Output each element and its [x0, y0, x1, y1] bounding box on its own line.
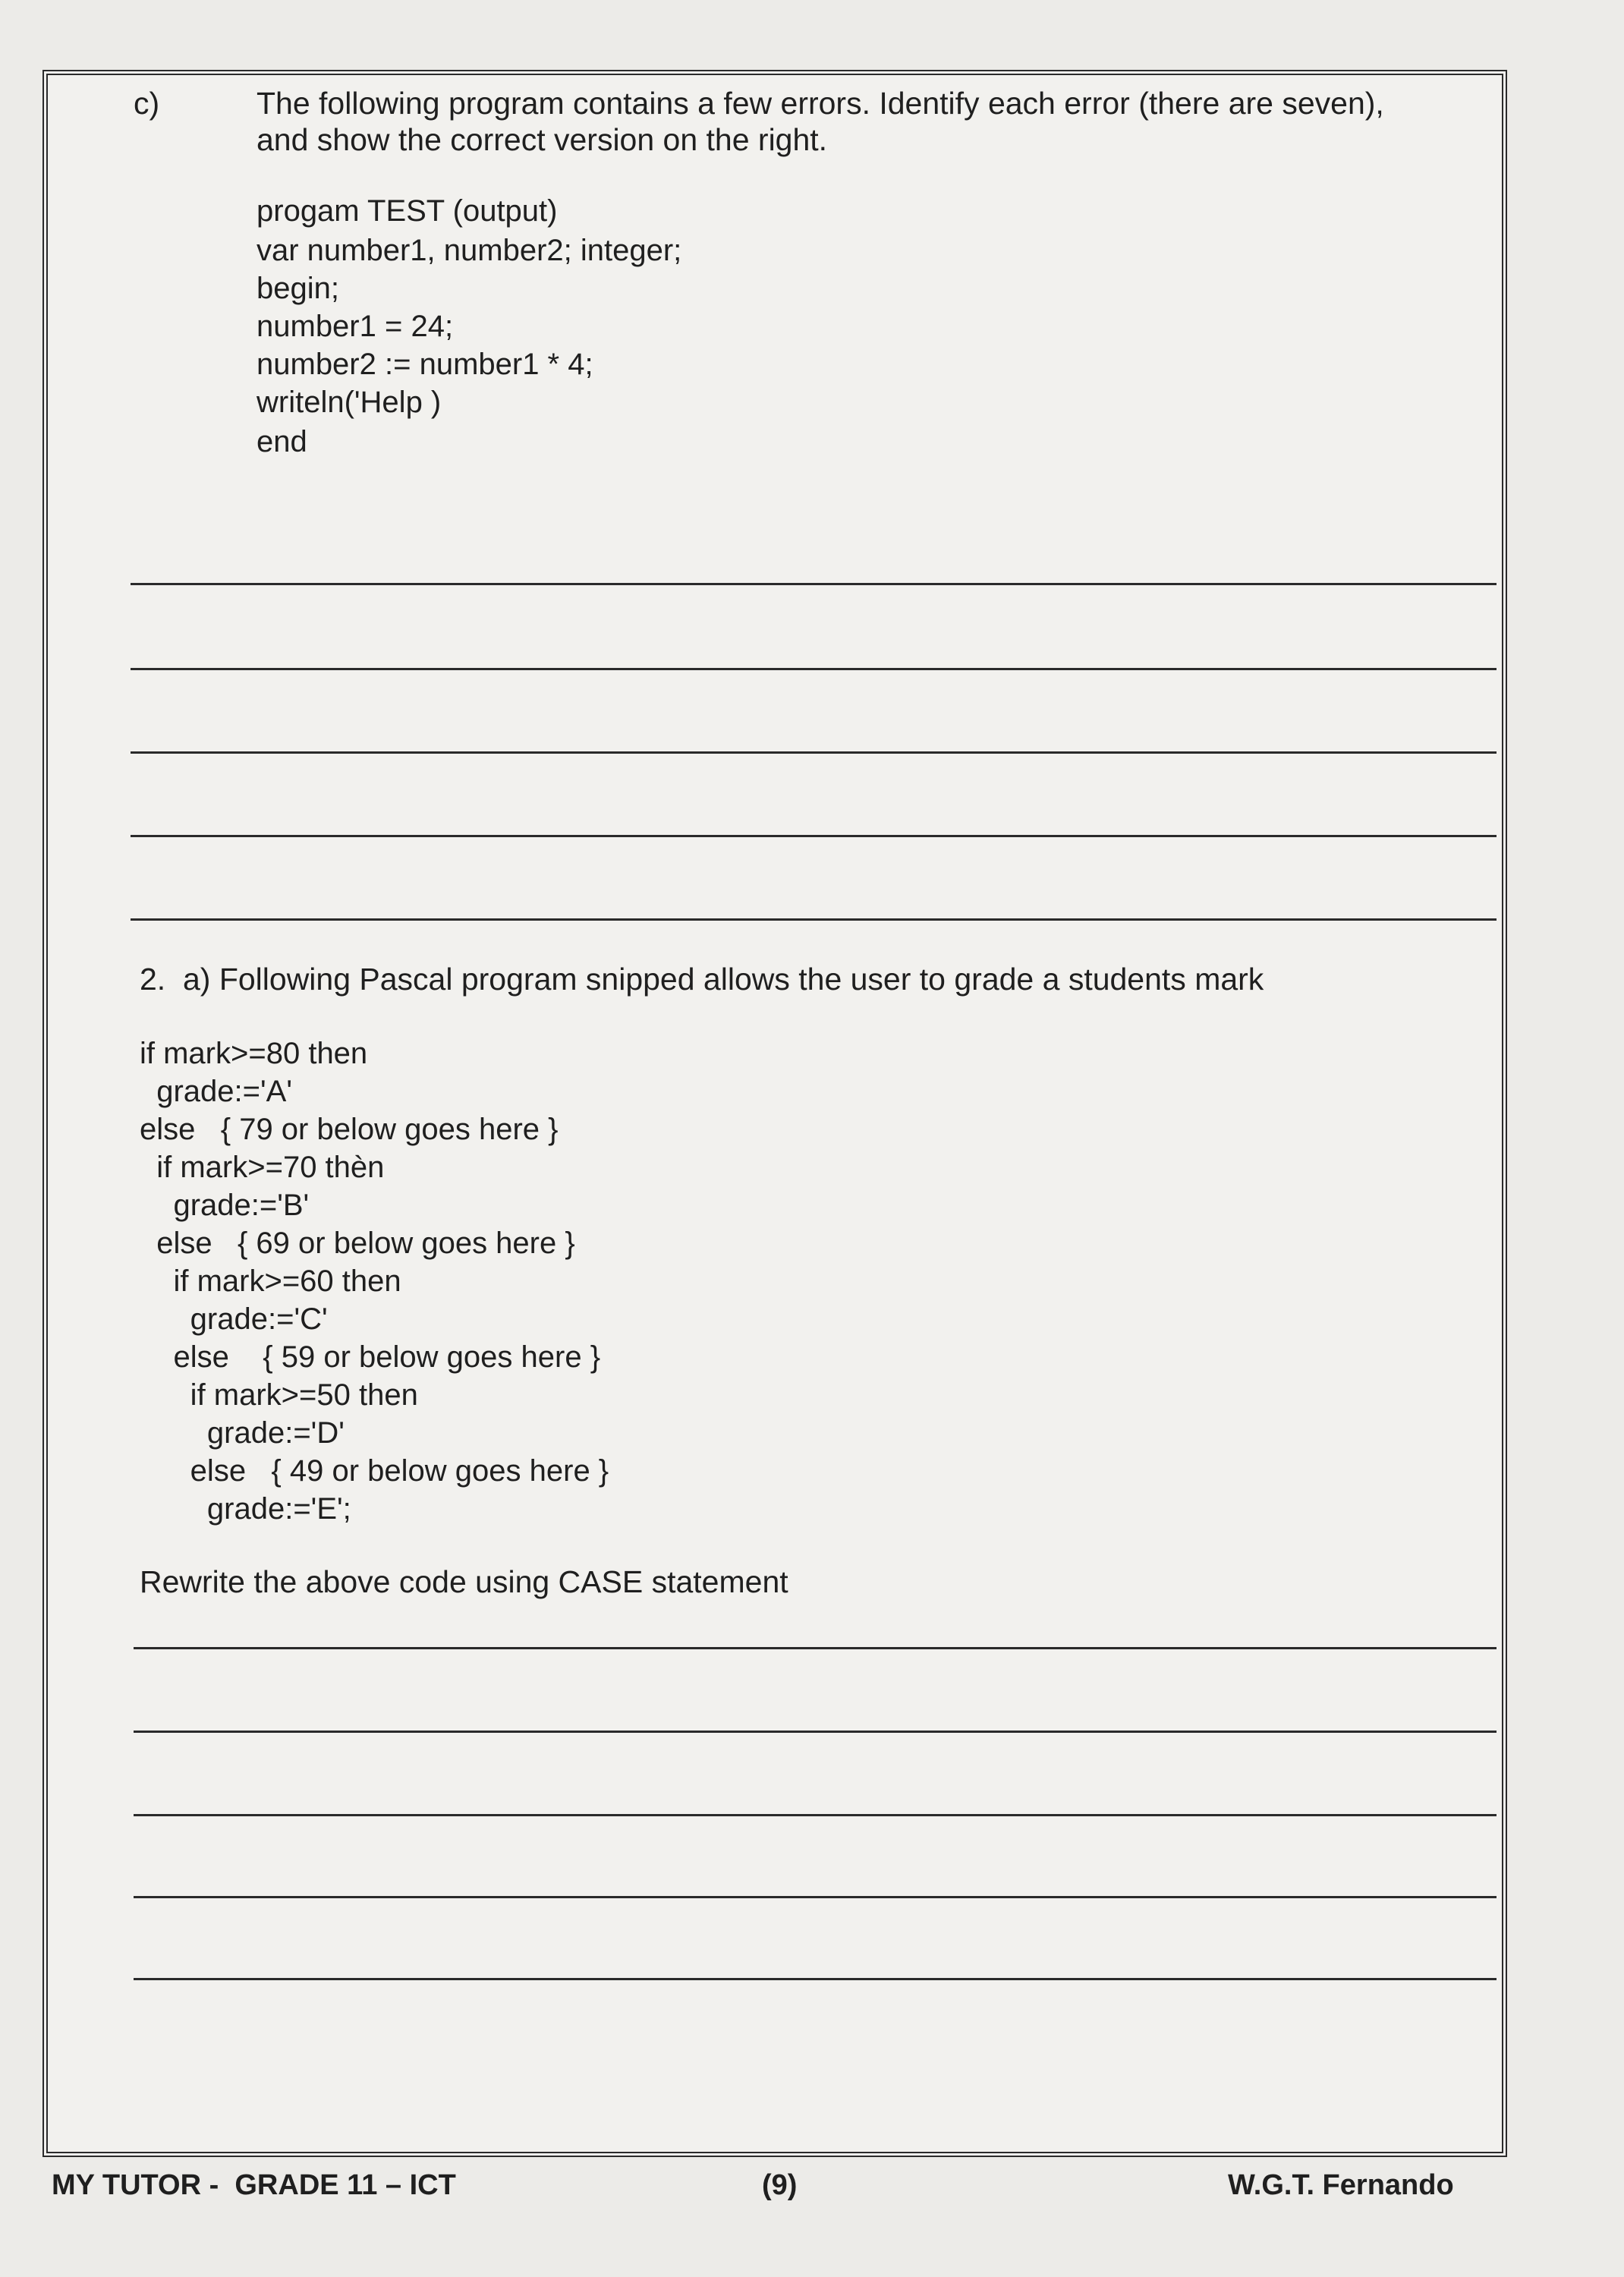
answer-line[interactable] — [131, 918, 1497, 921]
answer-line[interactable] — [131, 583, 1497, 585]
code-line: if mark>=70 thèn — [140, 1151, 385, 1184]
code-line: progam TEST (output) — [257, 194, 558, 228]
answer-line[interactable] — [134, 1896, 1497, 1898]
answer-line[interactable] — [131, 835, 1497, 837]
rewrite-prompt: Rewrite the above code using CASE statement — [140, 1564, 788, 1599]
code-line: else { 69 or below goes here } — [140, 1227, 575, 1260]
part-c-label: c) — [134, 86, 160, 121]
code-line: if mark>=60 then — [140, 1264, 401, 1298]
code-line: grade:='A' — [140, 1075, 292, 1108]
code-line: number2 := number1 * 4; — [257, 348, 593, 381]
part-c-instruction-line2: and show the correct version on the right. — [257, 122, 828, 157]
footer-page-number: (9) — [762, 2169, 798, 2201]
code-line: var number1, number2; integer; — [257, 234, 682, 267]
answer-line[interactable] — [131, 751, 1497, 754]
answer-line[interactable] — [134, 1814, 1497, 1816]
code-line: else { 79 or below goes here } — [140, 1113, 559, 1146]
code-line: else { 59 or below goes here } — [140, 1340, 601, 1374]
answer-line[interactable] — [134, 1647, 1497, 1649]
code-line: grade:='D' — [140, 1416, 345, 1450]
footer-author: W.G.T. Fernando — [1228, 2169, 1454, 2201]
code-line: grade:='C' — [140, 1302, 328, 1336]
code-line: grade:='E'; — [140, 1492, 351, 1526]
code-line: end — [257, 425, 307, 458]
question-2-heading: 2. a) Following Pascal program snipped allows the user to grade a students mark — [140, 962, 1264, 997]
answer-line[interactable] — [134, 1731, 1497, 1733]
answer-line[interactable] — [131, 668, 1497, 670]
footer-left: MY TUTOR - GRADE 11 – ICT — [52, 2169, 456, 2201]
code-line: if mark>=80 then — [140, 1037, 368, 1070]
answer-line[interactable] — [134, 1978, 1497, 1980]
code-line: if mark>=50 then — [140, 1378, 418, 1412]
code-line: writeln('Help ) — [257, 386, 442, 419]
part-c-instruction-line1: The following program contains a few errors. Identify each error (there are seven), — [257, 86, 1384, 121]
code-line: grade:='B' — [140, 1189, 310, 1222]
code-line: begin; — [257, 272, 339, 305]
code-line: number1 = 24; — [257, 310, 454, 343]
code-line: else { 49 or below goes here } — [140, 1454, 609, 1488]
